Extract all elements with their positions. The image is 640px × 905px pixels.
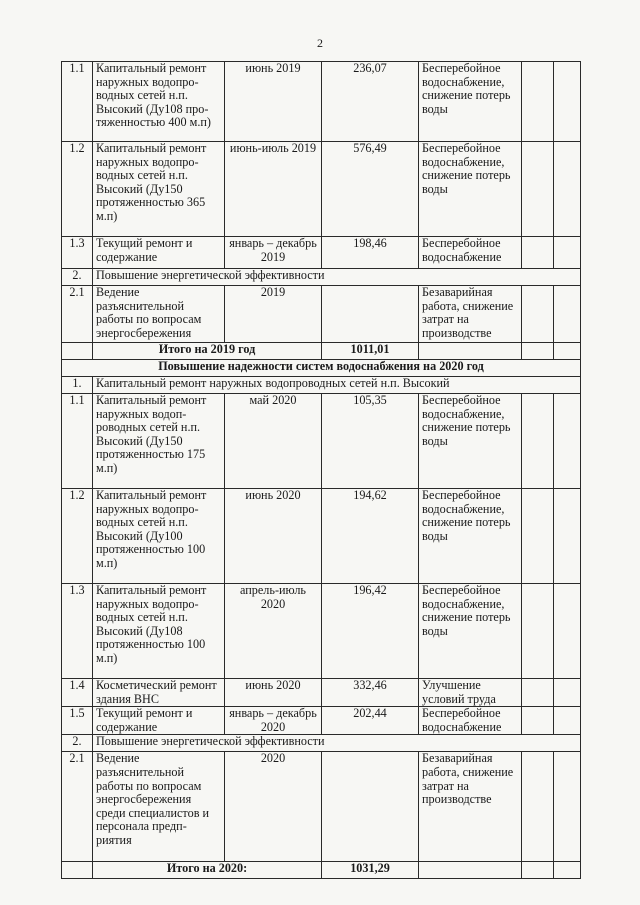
work-period: 2019 [225,286,322,343]
empty-cell [419,862,522,879]
work-period: 2020 [225,752,322,862]
work-result: Улучшение условий труда [419,679,522,707]
work-name: Косметический ремонт здания ВНС [93,679,225,707]
empty-cell [522,343,554,360]
work-name: Капитальный ремонт наружных водопро-водных сетей н.п. Высокий (Ду108 протяженностью 100 м.п) [93,584,225,679]
work-amount: 105,35 [322,394,419,489]
work-name: Текущий ремонт и содержание [93,707,225,735]
total-amount: 1031,29 [322,862,419,879]
empty-cell [522,584,554,679]
empty-cell [554,679,581,707]
work-result: Бесперебойное водоснабжение, снижение потерь воды [419,489,522,584]
group-number: 2. [62,269,93,286]
work-name: Капитальный ремонт наружных водоп-роводных сетей н.п. Высокий (Ду150 протяженностью 175 м.п) [93,394,225,489]
work-name: Капитальный ремонт наружных водопро-водных сетей н.п. Высокий (Ду150 протяженностью 365 м.п) [93,142,225,237]
empty-cell [522,286,554,343]
work-result: Бесперебойное водоснабжение, снижение потерь воды [419,142,522,237]
table-row [62,584,581,679]
empty-cell [522,237,554,269]
empty-cell [554,237,581,269]
group-title: Капитальный ремонт наружных водопроводных сетей н.п. Высокий [93,377,581,394]
section-title: Повышение надежности систем водоснабжения на 2020 год [62,360,581,377]
group-number: 1. [62,377,93,394]
table-row [62,237,581,269]
table-row [62,707,581,735]
group-row [62,269,581,286]
empty-cell [522,679,554,707]
total-row [62,343,581,360]
work-result: Безаварийная работа, снижение затрат на производстве [419,752,522,862]
empty-cell [522,707,554,735]
row-number: 1.2 [62,142,93,237]
works-plan-table [61,61,581,879]
empty-cell [62,862,93,879]
empty-cell [554,584,581,679]
work-result: Бесперебойное водоснабжение [419,707,522,735]
work-result: Безаварийная работа, снижение затрат на производстве [419,286,522,343]
empty-cell [554,62,581,142]
row-number: 1.3 [62,237,93,269]
total-label: Итого на 2019 год [93,343,322,360]
row-number: 2.1 [62,752,93,862]
work-period: январь – декабрь 2020 [225,707,322,735]
work-amount [322,752,419,862]
row-number: 1.1 [62,62,93,142]
table-row [62,286,581,343]
row-number: 2.1 [62,286,93,343]
work-period: июнь-июль 2019 [225,142,322,237]
work-amount: 194,62 [322,489,419,584]
row-number: 1.5 [62,707,93,735]
work-amount: 198,46 [322,237,419,269]
row-number: 1.3 [62,584,93,679]
empty-cell [522,752,554,862]
empty-cell [522,862,554,879]
empty-cell [522,142,554,237]
work-result: Бесперебойное водоснабжение, снижение потерь воды [419,62,522,142]
table-row [62,752,581,862]
work-name: Капитальный ремонт наружных водопро-водных сетей н.п. Высокий (Ду108 про-тяженностью 400 м.п) [93,62,225,142]
empty-cell [554,343,581,360]
table-row [62,489,581,584]
group-row [62,377,581,394]
table-row [62,62,581,142]
work-amount: 202,44 [322,707,419,735]
work-amount: 332,46 [322,679,419,707]
group-number: 2. [62,735,93,752]
work-amount: 576,49 [322,142,419,237]
work-period: январь – декабрь 2019 [225,237,322,269]
work-name: Ведение разъяснительной работы по вопросам энергосбережения среди специалистов и персонала предп-риятия [93,752,225,862]
empty-cell [554,752,581,862]
work-period: май 2020 [225,394,322,489]
total-label: Итого на 2020: [93,862,322,879]
empty-cell [554,142,581,237]
work-amount: 196,42 [322,584,419,679]
empty-cell [554,707,581,735]
empty-cell [554,489,581,584]
total-row [62,862,581,879]
row-number: 1.2 [62,489,93,584]
table-row [62,142,581,237]
empty-cell [62,343,93,360]
work-name: Текущий ремонт и содержание [93,237,225,269]
work-amount: 236,07 [322,62,419,142]
empty-cell [522,62,554,142]
row-number: 1.1 [62,394,93,489]
group-row [62,735,581,752]
empty-cell [419,343,522,360]
work-amount [322,286,419,343]
work-name: Капитальный ремонт наружных водопро-водных сетей н.п. Высокий (Ду100 протяженностью 100 м.п) [93,489,225,584]
total-amount: 1011,01 [322,343,419,360]
empty-cell [554,286,581,343]
table-row [62,394,581,489]
work-period: июнь 2020 [225,489,322,584]
work-result: Бесперебойное водоснабжение [419,237,522,269]
work-result: Бесперебойное водоснабжение, снижение потерь воды [419,394,522,489]
row-number: 1.4 [62,679,93,707]
work-period: июнь 2019 [225,62,322,142]
empty-cell [522,489,554,584]
work-period: апрель-июль 2020 [225,584,322,679]
empty-cell [522,394,554,489]
work-result: Бесперебойное водоснабжение, снижение потерь воды [419,584,522,679]
work-name: Ведение разъяснительной работы по вопросам энергосбережения [93,286,225,343]
page-number: 2 [317,36,323,50]
group-title: Повышение энергетической эффективности [93,735,581,752]
work-period: июнь 2020 [225,679,322,707]
empty-cell [554,394,581,489]
table-row [62,679,581,707]
group-title: Повышение энергетической эффективности [93,269,581,286]
empty-cell [554,862,581,879]
section-row [62,360,581,377]
